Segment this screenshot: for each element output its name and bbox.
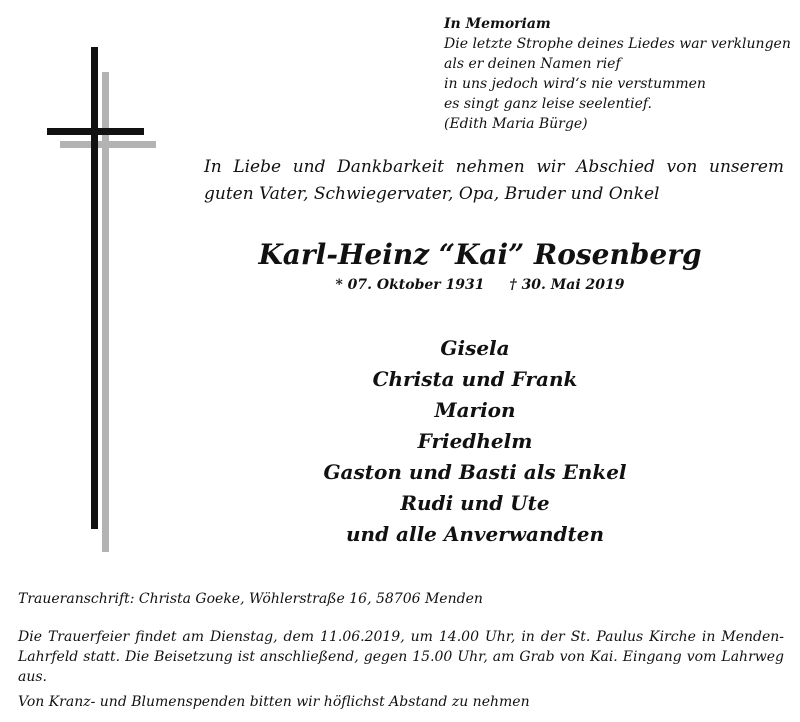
mourner: Friedhelm xyxy=(417,429,533,453)
mourner: Marion xyxy=(434,398,516,422)
mourner: Gaston und Basti als Enkel xyxy=(323,460,627,484)
deceased-name: Karl-Heinz “Kai” Rosenberg xyxy=(258,238,702,271)
memorial-poem xyxy=(444,14,791,134)
intro-text: In Liebe und Dankbarkeit nehmen wir Abschied von unserem guten Vater, Schwiegervater, Opa, Bruder und Onkel xyxy=(204,157,784,204)
mourner: Gisela xyxy=(440,336,510,360)
poem-line: Die letzte Strophe deines Liedes war verklungen xyxy=(444,36,791,52)
mourning-address: Traueranschrift: Christa Goeke, Wöhlerstraße 16, 58706 Menden xyxy=(18,591,483,607)
funeral-service-info: Die Trauerfeier findet am Dienstag, dem 11.06.2019, um 14.00 Uhr, in der St. Paulus Kirche in Menden-Lahrfeld statt. Die Beisetzung ist anschließend, gegen 15.00 Uhr, am Grab von Kai. Eingang vom Lahrweg aus. xyxy=(18,629,784,685)
cross-shadow-horizontal xyxy=(60,141,156,148)
mourner: Rudi und Ute xyxy=(400,491,550,515)
life-dates xyxy=(200,275,760,295)
poem-line: es singt ganz leise seelentief. xyxy=(444,96,653,112)
poem-title: In Memoriam xyxy=(444,16,551,32)
mourners-list xyxy=(250,333,700,550)
cross-beam-horizontal xyxy=(47,128,144,135)
death-date: † 30. Mai 2019 xyxy=(509,277,625,293)
mourner: Christa und Frank xyxy=(372,367,578,391)
flowers-note: Von Kranz- und Blumenspenden bitten wir höflichst Abstand zu nehmen xyxy=(18,694,530,710)
mourner: und alle Anverwandten xyxy=(345,522,605,546)
poem-line: in uns jedoch wird‘s nie verstummen xyxy=(444,76,706,92)
cross-beam-vertical xyxy=(91,47,98,529)
poem-line: als er deinen Namen rief xyxy=(444,56,621,72)
birth-date: * 07. Oktober 1931 xyxy=(335,277,485,293)
poem-author: (Edith Maria Bürge) xyxy=(444,116,588,132)
